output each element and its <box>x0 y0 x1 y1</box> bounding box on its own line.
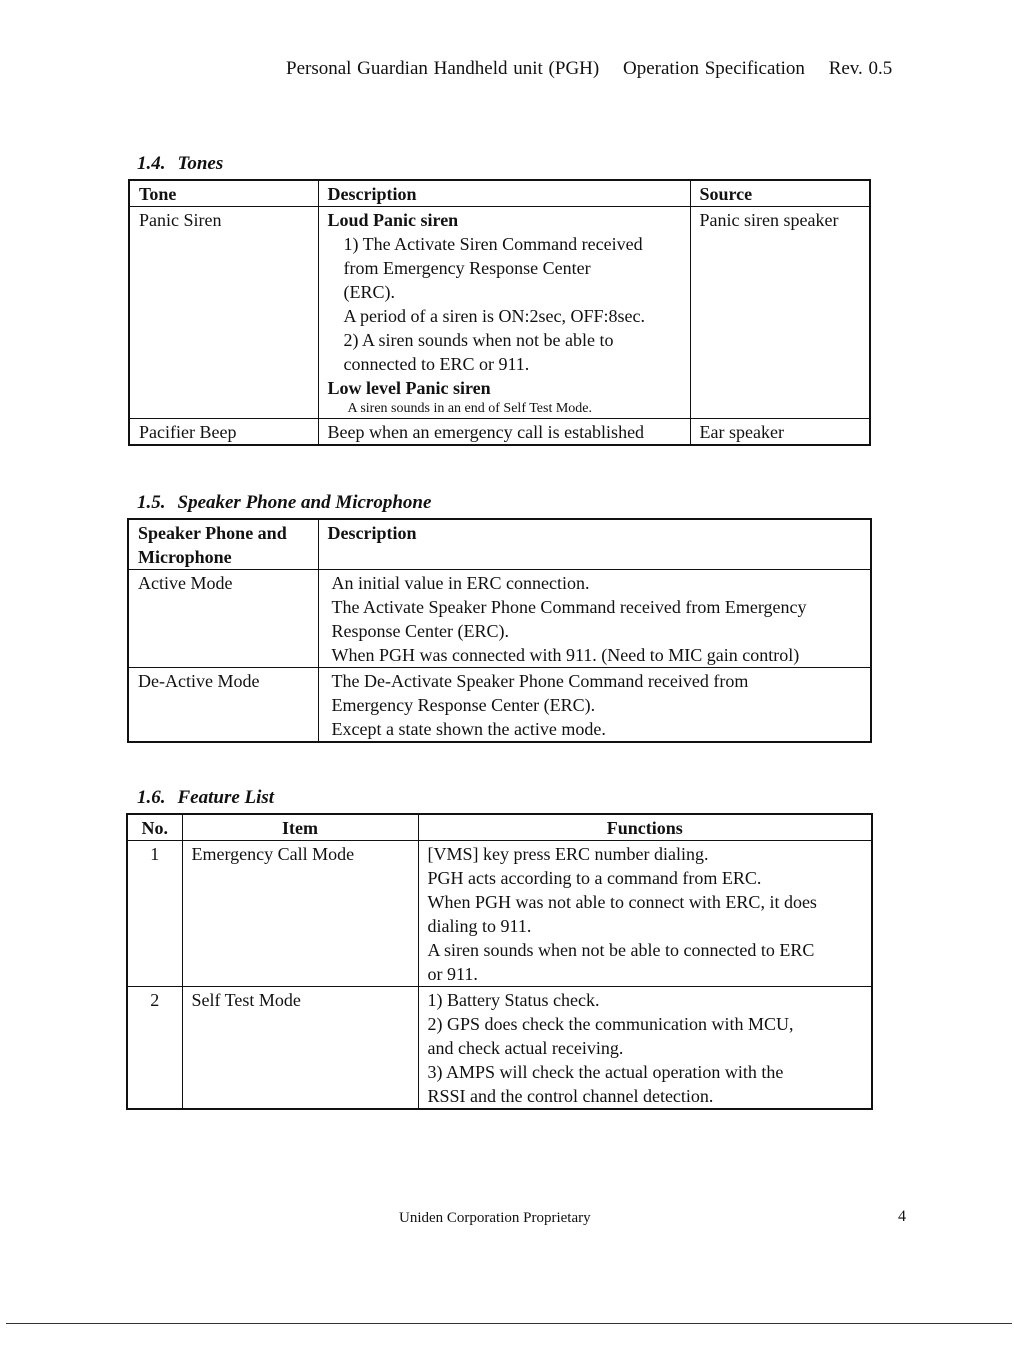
table-row <box>128 570 871 668</box>
speaker-table <box>127 518 872 743</box>
description-cell <box>318 668 871 743</box>
function-line: A siren sounds when not be able to connected to ERC <box>427 940 815 960</box>
description-line: Emergency Response Center (ERC). <box>331 695 596 715</box>
table-row <box>127 841 872 987</box>
function-line: 1) Battery Status check. <box>427 990 600 1010</box>
table-header-row <box>129 180 870 207</box>
description-cell <box>318 570 871 668</box>
column-header: Tone <box>129 180 318 207</box>
function-line: dialing to 911. <box>427 916 532 936</box>
tones-table <box>128 179 871 446</box>
functions-cell <box>418 841 872 987</box>
functions-cell <box>418 987 872 1110</box>
description-cell <box>318 207 690 419</box>
number-cell: 2 <box>127 987 182 1110</box>
description-line: A period of a siren is ON:2sec, OFF:8sec. <box>343 306 645 326</box>
doc-type: Operation Specification <box>622 58 805 79</box>
column-header: Item <box>182 814 418 841</box>
description-cell: Beep when an emergency call is established <box>318 419 690 446</box>
description-line: When PGH was connected with 911. (Need to MIC gain control) <box>331 645 800 665</box>
document-header <box>286 58 892 80</box>
item-cell: Self Test Mode <box>182 987 418 1110</box>
section-name: Speaker Phone and Microphone <box>177 492 432 513</box>
doc-title: Personal Guardian Handheld unit (PGH) <box>286 58 600 79</box>
subheading: Loud Panic siren <box>327 210 459 230</box>
function-line: or 911. <box>427 964 478 984</box>
description-line: Except a state shown the active mode. <box>331 719 606 739</box>
function-line: When PGH was not able to connect with ERC, it does <box>427 892 817 912</box>
mode-cell: Active Mode <box>128 570 318 668</box>
function-line: PGH acts according to a command from ERC. <box>427 868 762 888</box>
description-line: (ERC). <box>343 282 395 302</box>
function-line: and check actual receiving. <box>427 1038 624 1058</box>
tone-cell: Pacifier Beep <box>129 419 318 446</box>
description-line: An initial value in ERC connection. <box>331 573 590 593</box>
column-header: Functions <box>418 814 872 841</box>
column-header: Speaker Phone and Microphone <box>128 519 318 570</box>
tone-cell: Panic Siren <box>129 207 318 419</box>
section-title-speaker <box>137 492 431 514</box>
table-row <box>129 419 870 446</box>
section-number: 1.6. <box>137 787 166 808</box>
column-header: Description <box>318 519 871 570</box>
column-header: No. <box>127 814 182 841</box>
subheading: Low level Panic siren <box>327 378 491 398</box>
function-line: [VMS] key press ERC number dialing. <box>427 844 709 864</box>
column-header: Description <box>318 180 690 207</box>
description-line: connected to ERC or 911. <box>343 354 530 374</box>
table-header-row <box>127 814 872 841</box>
section-number: 1.5. <box>137 492 166 513</box>
page-number: 4 <box>898 1208 906 1225</box>
function-line: 2) GPS does check the communication with MCU, <box>427 1014 794 1034</box>
description-line: 2) A siren sounds when not be able to <box>343 330 614 350</box>
description-line: The De-Activate Speaker Phone Command received from <box>331 671 749 691</box>
mode-cell: De-Active Mode <box>128 668 318 743</box>
section-title-tones <box>137 153 223 175</box>
number-cell: 1 <box>127 841 182 987</box>
footer-text: Uniden Corporation Proprietary <box>399 1210 591 1226</box>
small-note: A siren sounds in an end of Self Test Mode. <box>347 401 593 416</box>
function-line: 3) AMPS will check the actual operation with the <box>427 1062 784 1082</box>
source-cell: Panic siren speaker <box>690 207 870 419</box>
section-name: Tones <box>177 153 224 174</box>
function-line: RSSI and the control channel detection. <box>427 1086 714 1106</box>
section-title-features <box>137 787 274 809</box>
description-line: from Emergency Response Center <box>343 258 591 278</box>
description-line: 1) The Activate Siren Command received <box>343 234 643 254</box>
section-number: 1.4. <box>137 153 166 174</box>
description-line: Response Center (ERC). <box>331 621 509 641</box>
description-line: The Activate Speaker Phone Command received from Emergency <box>331 597 807 617</box>
feature-table <box>126 813 873 1110</box>
source-cell: Ear speaker <box>690 419 870 446</box>
table-row <box>128 668 871 743</box>
table-header-row <box>128 519 871 570</box>
table-row <box>129 207 870 419</box>
revision: Rev. 0.5 <box>828 58 893 79</box>
section-name: Feature List <box>177 787 275 808</box>
column-header: Source <box>690 180 870 207</box>
bottom-rule <box>6 1323 1012 1324</box>
item-cell: Emergency Call Mode <box>182 841 418 987</box>
table-row <box>127 987 872 1110</box>
